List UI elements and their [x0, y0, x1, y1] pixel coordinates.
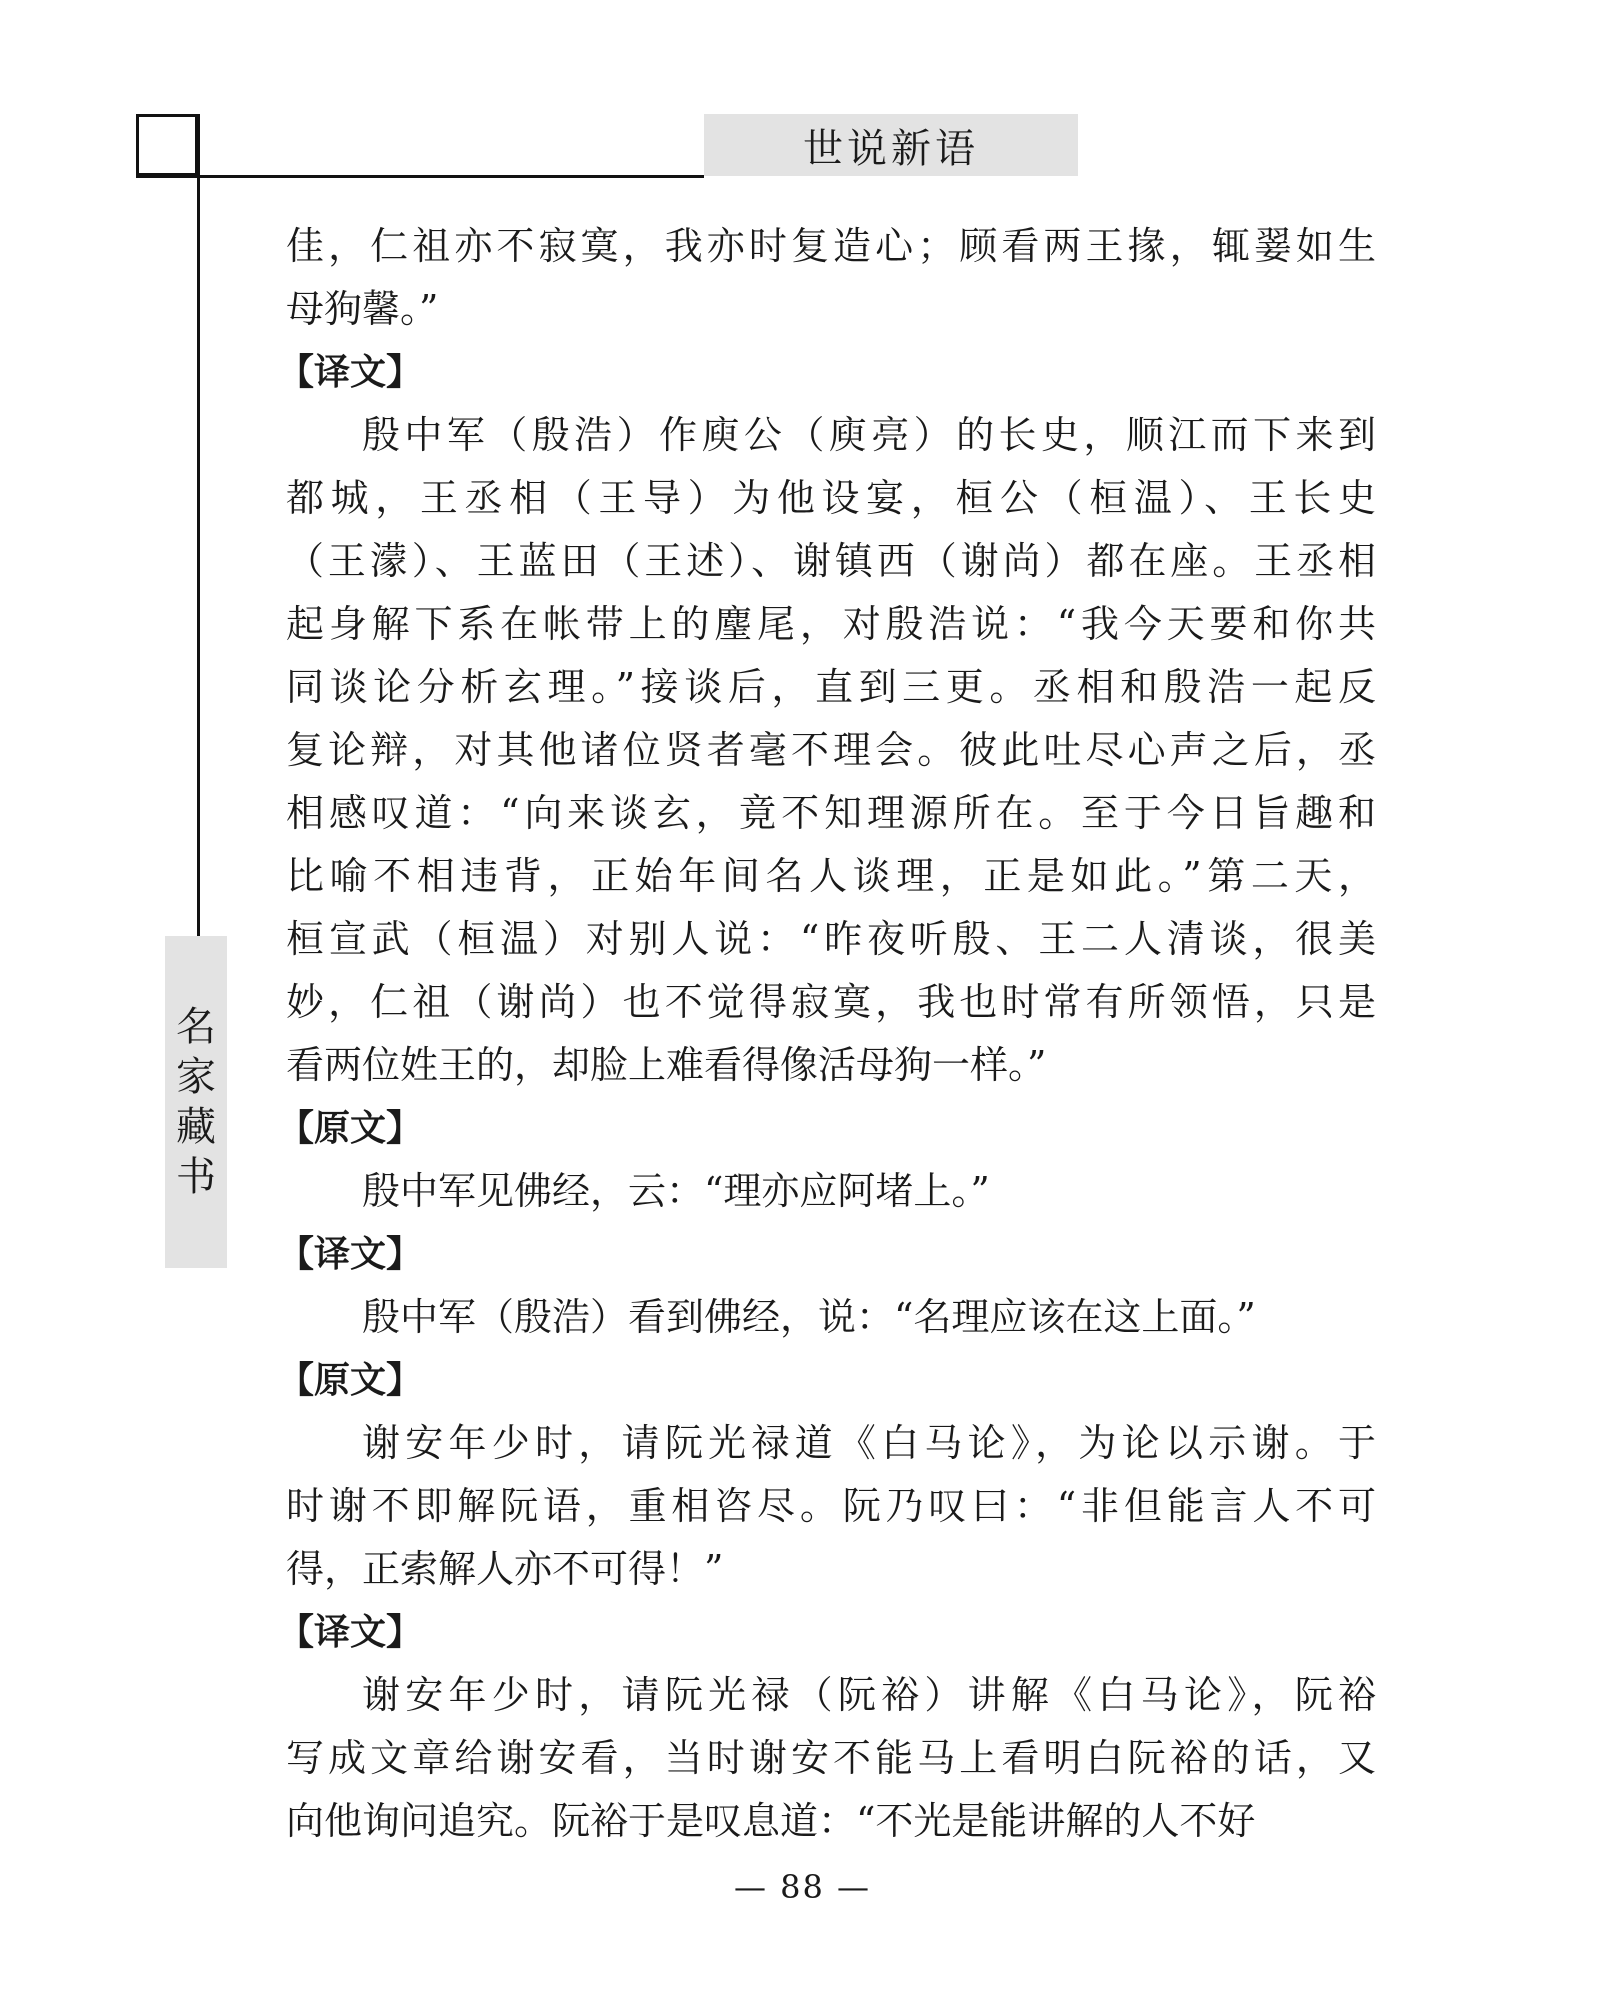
text-line: 看两位姓王的，却脸上难看得像活母狗一样。”: [286, 1043, 1047, 1087]
side-tab: [165, 936, 227, 1268]
text-line: 谢安年少时，请阮光禄（阮裕）讲解《白马论》，阮裕: [362, 1673, 1376, 1717]
text-line: 得，正索解人亦不可得！”: [286, 1547, 724, 1591]
paragraph: [286, 1160, 1376, 1223]
text-line: 同谈论分析玄理。”接谈后，直到三更。丞相和殷浩一起反: [286, 665, 1376, 709]
book-title: 世说新语: [803, 125, 979, 172]
text-line: 母狗馨。”: [286, 287, 439, 331]
frame-horizontal-rule: [136, 175, 704, 178]
section-heading: 【译文】: [278, 1612, 423, 1653]
text-line: 殷中军（殷浩）看到佛经，说：“名理应该在这上面。”: [362, 1295, 1256, 1339]
corner-frame-box: [136, 114, 198, 176]
paragraph: [286, 1664, 1376, 1853]
page-number: — 88 —: [733, 1868, 872, 1906]
text-line: 起身解下系在帐带上的麈尾，对殷浩说：“我今天要和你共: [286, 602, 1376, 646]
text-line: 时谢不即解阮语，重相咨尽。阮乃叹曰：“非但能言人不可: [286, 1484, 1376, 1528]
section-heading: 【原文】: [278, 1360, 423, 1401]
side-tab-char: 书: [176, 1154, 216, 1200]
text-line: 殷中军（殷浩）作庾公（庾亮）的长史，顺江而下来到: [362, 413, 1376, 457]
running-header: [704, 114, 1078, 176]
text-line: 桓宣武（桓温）对别人说：“昨夜听殷、王二人清谈，很美: [286, 917, 1376, 961]
text-line: 比喻不相违背，正始年间名人谈理，正是如此。”第二天，: [286, 854, 1376, 898]
text-line: 复论辩，对其他诸位贤者毫不理会。彼此吐尽心声之后，丞: [286, 728, 1376, 772]
text-line: 佳，仁祖亦不寂寞，我亦时复造心；顾看两王掾，辄翣如生: [286, 224, 1376, 268]
main-text: [278, 215, 1376, 1853]
side-tab-char: 名: [176, 1004, 216, 1050]
text-line: 都城，王丞相（王导）为他设宴，桓公（桓温）、王长史: [286, 476, 1376, 520]
section-heading: 【译文】: [278, 352, 423, 393]
paragraph: [286, 215, 1376, 341]
paragraph: [286, 404, 1376, 1097]
section-heading: 【译文】: [278, 1234, 423, 1275]
section-heading: 【原文】: [278, 1108, 423, 1149]
side-tab-char: 藏: [176, 1104, 216, 1150]
paragraph: [286, 1412, 1376, 1601]
text-line: 写成文章给谢安看，当时谢安不能马上看明白阮裕的话，又: [286, 1736, 1376, 1780]
text-line: 向他询问追究。阮裕于是叹息道：“不光是能讲解的人不好: [286, 1799, 1256, 1843]
text-line: 殷中军见佛经，云：“理亦应阿堵上。”: [362, 1169, 990, 1213]
side-tab-char: 家: [176, 1054, 216, 1100]
paragraph: [286, 1286, 1376, 1349]
text-line: （王濛）、王蓝田（王述）、谢镇西（谢尚）都在座。王丞相: [286, 539, 1376, 583]
frame-vertical-rule: [197, 114, 200, 936]
text-line: 谢安年少时，请阮光禄道《白马论》，为论以示谢。于: [362, 1421, 1376, 1465]
text-line: 相感叹道：“向来谈玄，竟不知理源所在。至于今日旨趣和: [286, 791, 1376, 835]
text-line: 妙，仁祖（谢尚）也不觉得寂寞，我也时常有所领悟，只是: [286, 980, 1376, 1024]
